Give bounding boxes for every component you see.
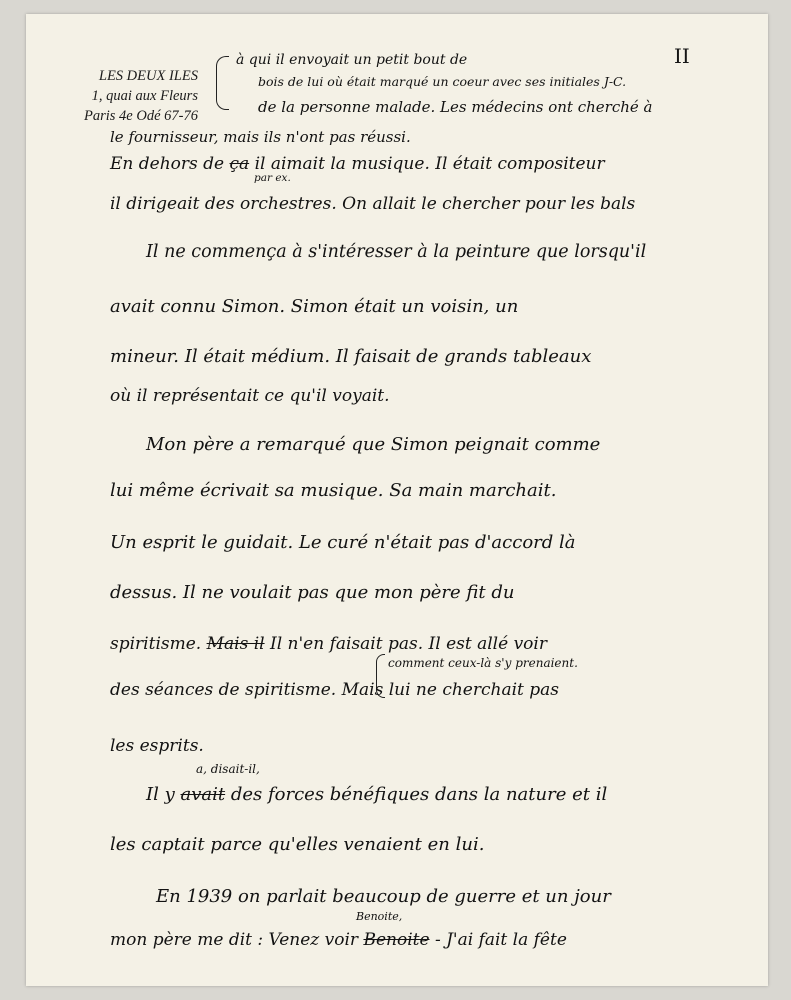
letterhead-name: LES DEUX ILES xyxy=(98,68,198,84)
margin-note-line-2: bois de lui où était marqué un coeur avec ses initiales J-C. xyxy=(258,74,627,89)
handwritten-text: Il n'en faisait pas. Il est allé voir xyxy=(269,634,547,654)
insertion: Benoite, xyxy=(356,910,403,923)
margin-note-line-1: à qui il envoyait un petit bout de xyxy=(236,52,468,68)
insertion: a, disait-il, xyxy=(196,762,260,776)
manuscript-page xyxy=(26,14,768,986)
handwritten-line: les captait parce qu'elles venaient en lui. xyxy=(110,834,485,855)
handwritten-text: Il y xyxy=(146,784,175,805)
margin-note-line-3: de la personne malade. Les médecins ont cherché à xyxy=(258,98,653,116)
handwritten-line: il dirigeait des orchestres. On allait le chercher pour les bals xyxy=(110,194,636,214)
margin-note-bracket xyxy=(216,56,229,110)
handwritten-line: mineur. Il était médium. Il faisait de grands tableaux xyxy=(110,346,592,367)
handwritten-line xyxy=(110,154,605,174)
handwritten-text: - J'ai fait la fête xyxy=(434,930,567,950)
handwritten-line: Il ne commença à s'intéresser à la peinture que lorsqu'il xyxy=(146,242,647,262)
handwritten-line: Un esprit le guidait. Le curé n'était pas d'accord là xyxy=(110,532,576,553)
struck-text: Benoite xyxy=(363,930,430,950)
handwritten-line: lui même écrivait sa musique. Sa main marchait. xyxy=(110,480,557,501)
handwritten-line: les esprits. xyxy=(110,736,204,756)
page-number: II xyxy=(674,44,690,68)
handwritten-line: dessus. Il ne voulait pas que mon père fit du xyxy=(110,582,515,603)
letterhead xyxy=(84,66,198,126)
handwritten-line: En 1939 on parlait beaucoup de guerre et un jour xyxy=(156,886,611,907)
insertion: comment ceux-là s'y prenaient. xyxy=(388,656,578,670)
struck-text: avait xyxy=(180,784,226,805)
letterhead-city-phone: Paris 4e Odé 67-76 xyxy=(84,108,198,124)
struck-text: Mais il xyxy=(206,634,265,654)
handwritten-text: En dehors de xyxy=(110,154,225,174)
letterhead-address: 1, quai aux Fleurs xyxy=(91,88,198,104)
handwritten-line: où il représentait ce qu'il voyait. xyxy=(110,386,390,406)
handwritten-text: des forces bénéfiques dans la nature et il xyxy=(230,784,608,805)
handwritten-line xyxy=(110,634,547,654)
insertion: par ex. xyxy=(254,172,291,184)
handwritten-text: spiritisme. xyxy=(110,634,202,654)
handwritten-line: Mon père a remarqué que Simon peignait comme xyxy=(146,434,601,455)
handwritten-line xyxy=(146,784,607,805)
handwritten-text: mon père me dit : Venez voir xyxy=(110,930,359,950)
handwritten-text: il aimait la musique. Il était compositeur xyxy=(254,154,605,174)
handwritten-line: des séances de spiritisme. Mais lui ne cherchait pas xyxy=(110,680,560,700)
handwritten-line xyxy=(110,930,567,950)
handwritten-line: le fournisseur, mais ils n'ont pas réussi. xyxy=(110,128,411,146)
handwritten-line: avait connu Simon. Simon était un voisin, un xyxy=(110,296,519,317)
struck-text: ça xyxy=(229,154,250,174)
